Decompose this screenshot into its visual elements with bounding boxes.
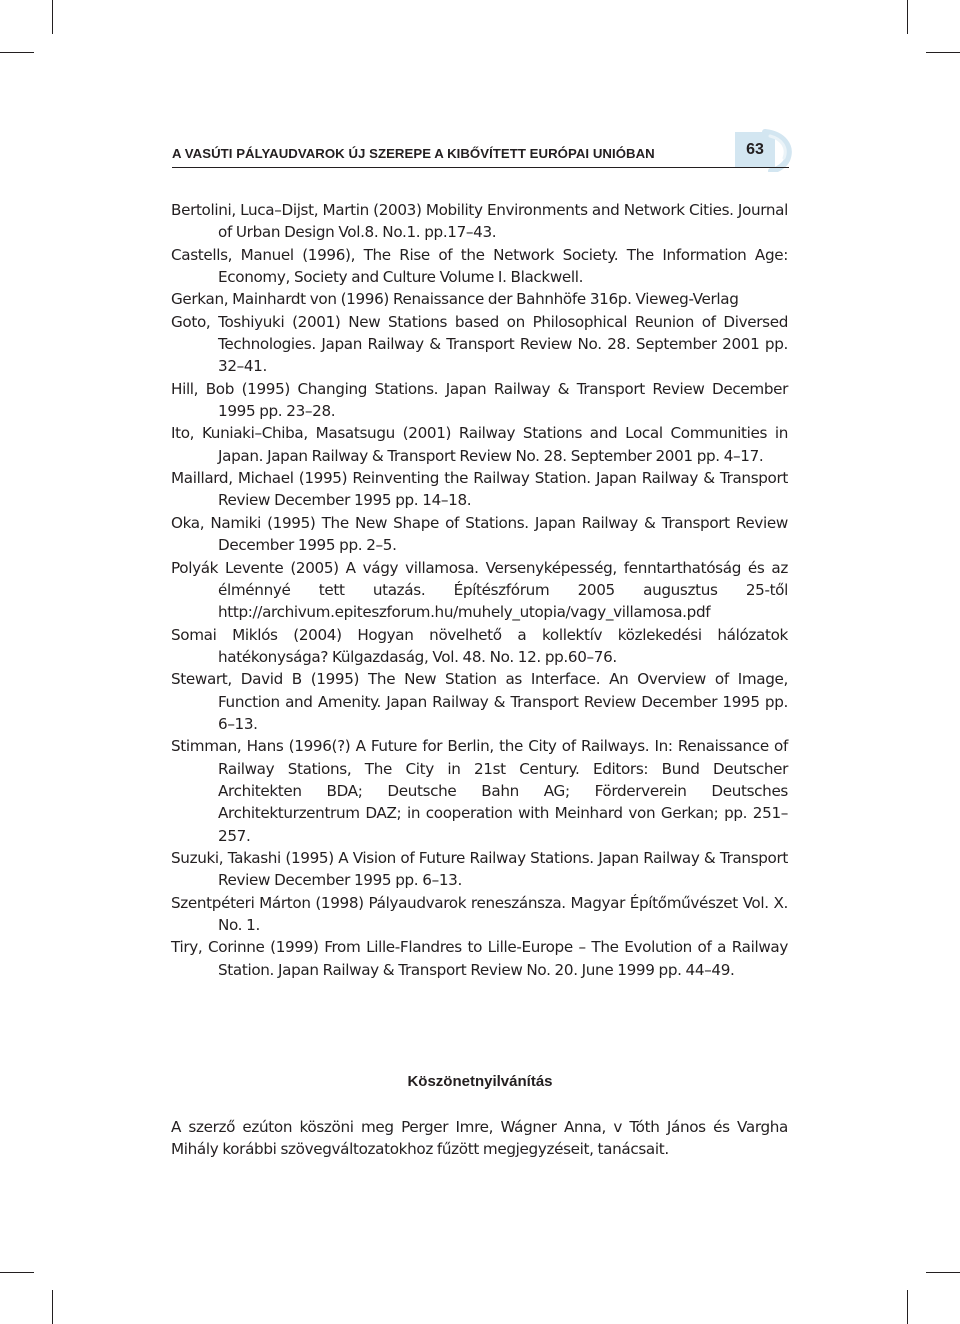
reference-item: Castells, Manuel (1996), The Rise of the Network Society. The Information Age: Economy, Society and Culture Volume I. Blackwell. — [171, 245, 788, 287]
reference-item: Somai Miklós (2004) Hogyan növelhető a kollektív közlekedési hálózatok hatékonysága? Külgazdaság, Vol. 48. No. 12. pp.60–76. — [171, 625, 788, 666]
reference-item: Hill, Bob (1995) Changing Stations. Japan Railway & Transport Review December 1995 pp. 23–28. — [171, 379, 788, 421]
reference-list — [171, 199, 788, 981]
page-number: 63 — [746, 141, 764, 158]
crop-mark — [926, 1272, 960, 1273]
crop-mark — [0, 1272, 34, 1273]
reference-item: Stimman, Hans (1996(?) A Future for Berlin, the City of Railways. In: Renaissance of Railway Stations, The City in 21st Century. Editors: Bund Deutscher Architekten BDA; Deutsche Bahn AG; Förderverein Deutsches Architekturzentrum DAZ; in cooperation with Meinhard von Gerkan; pp. 251–257. — [171, 737, 788, 845]
reference-item: Szentpéteri Márton (1998) Pályaudvarok reneszánsza. Magyar Építőművészet Vol. X. No. 1. — [171, 893, 788, 934]
page-number-badge — [735, 132, 793, 172]
reference-item: Goto, Toshiyuki (2001) New Stations based on Philosophical Reunion of Diversed Technologies. Japan Railway & Transport Review No. 28. September 2001 pp. 32–41. — [171, 312, 788, 376]
crop-mark — [52, 0, 53, 34]
crop-mark — [926, 52, 960, 53]
crop-mark — [907, 0, 908, 34]
reference-item: Tiry, Corinne (1999) From Lille-Flandres to Lille-Europe – The Evolution of a Railway Station. Japan Railway & Transport Review No. 20. June 1999 pp. 44–49. — [171, 938, 788, 979]
header-rule — [172, 167, 789, 168]
reference-item: Polyák Levente (2005) A vágy villamosa. Versenyképesség, fenntarthatóság és az élménnyé tett utazás. Építészfórum 2005 augusztus 25-től http://archivum.epiteszforum.hu/muhely_utopia/vagy_villamosa.pdf — [171, 558, 788, 622]
reference-item: Maillard, Michael (1995) Reinventing the Railway Station. Japan Railway & Transport Review December 1995 pp. 14–18. — [171, 469, 788, 510]
reference-item: Suzuki, Takashi (1995) A Vision of Future Railway Stations. Japan Railway & Transport Review December 1995 pp. 6–13. — [171, 848, 788, 890]
reference-item: Oka, Namiki (1995) The New Shape of Stations. Japan Railway & Transport Review December 1995 pp. 2–5. — [171, 513, 788, 555]
reference-item: Ito, Kuniaki–Chiba, Masatsugu (2001) Railway Stations and Local Communities in Japan. Japan Railway & Transport Review No. 28. September 2001 pp. 4–17. — [171, 424, 788, 465]
reference-item: Stewart, David B (1995) The New Station as Interface. An Overview of Image, Function and Amenity. Japan Railway & Transport Review December 1995 pp. 6–13. — [171, 670, 788, 733]
acknowledgement-heading: Köszönetnyilvánítás — [407, 1073, 553, 1090]
running-header-title: A VASÚTI PÁLYAUDVAROK ÚJ SZEREPE A KIBŐVÍTETT EURÓPAI UNIÓBAN — [172, 146, 655, 161]
reference-item: Bertolini, Luca–Dijst, Martin (2003) Mobility Environments and Network Cities. Journal of Urban Design Vol.8. No.1. pp.17–43. — [171, 201, 788, 242]
reference-item: Gerkan, Mainhardt von (1996) Renaissance der Bahnhöfe 316p. Vieweg-Verlag — [171, 290, 739, 309]
crop-mark — [0, 52, 34, 53]
crop-mark — [907, 1290, 908, 1324]
acknowledgement-text: A szerző ezúton köszöni meg Perger Imre, Wágner Anna, v Tóth János és Vargha Mihály korábbi szövegváltozatokhoz fűzött megjegyzéseit, tanácsait. — [171, 1118, 788, 1159]
crop-mark — [52, 1290, 53, 1324]
running-header — [172, 128, 789, 168]
